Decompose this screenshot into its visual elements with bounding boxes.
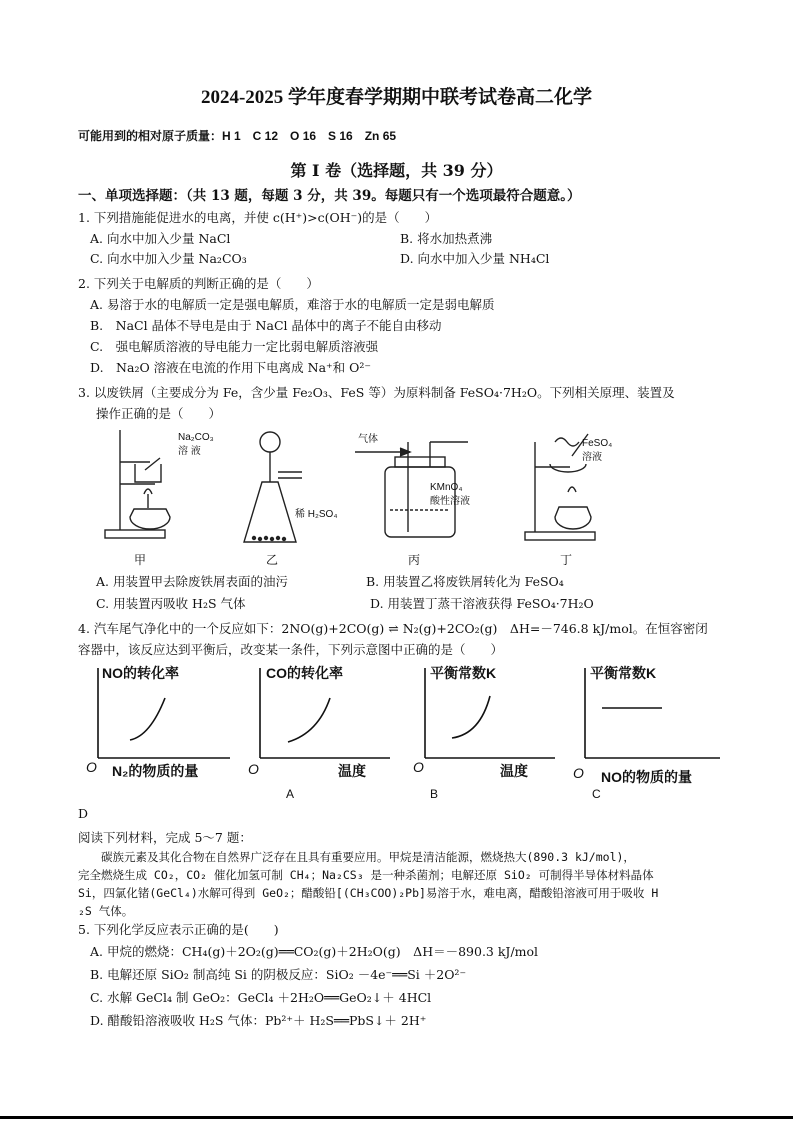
reading-line-3: Si，四氯化锗(GeCl₄)水解可得到 GeO₂；醋酸铅[(CH₃COO)₂Pb]易溶于水，难电离，醋酸铅溶液可用于吸收 H: [78, 886, 659, 900]
bing-reagent-1: KMnO₄: [430, 482, 463, 493]
graph-2-ylabel: CO的转化率: [266, 665, 343, 681]
graph-3-origin: O: [413, 759, 424, 775]
question-5-option-c: C. 水解 GeCl₄ 制 GeO₂：GeCl₄ ＋2H₂O══GeO₂↓＋ 4HCl: [90, 990, 432, 1005]
graph-2-curve: [288, 698, 330, 742]
graph-1-letter: D: [78, 806, 89, 821]
question-3-option-b: B. 用装置乙将废铁屑转化为 FeSO₄: [366, 574, 564, 589]
reading-line-4: ₂S 气体。: [78, 904, 134, 918]
apparatus-yi: [244, 432, 302, 542]
question-1-stem: 1. 下列措施能促进水的电离，并使 c(H⁺)>c(OH⁻)的是（ ）: [78, 210, 438, 225]
section-title: 一、单项选择题：（共 13 题，每题 3 分，共 39。每题只有一个选项最符合题意。）: [78, 188, 581, 204]
graph-1-origin: O: [86, 759, 97, 775]
question-5-stem: 5. 下列化学反应表示正确的是( ): [78, 922, 279, 937]
graph-4-letter: C: [592, 787, 601, 801]
graph-2-letter: A: [286, 787, 295, 801]
question-1-option-d: D. 向水中加入少量 NH₄Cl: [400, 251, 550, 266]
question-1-option-c: C. 向水中加入少量 Na₂CO₃: [90, 251, 247, 266]
graph-3-ylabel: 平衡常数K: [430, 665, 497, 681]
graph-3-curve: [452, 696, 490, 738]
question-4-graphs: [80, 658, 730, 803]
question-5-option-a: A. 甲烷的燃烧：CH₄(g)＋2O₂(g)══CO₂(g)＋2H₂O(g) ΔH＝－890.3 kJ/mol: [90, 944, 539, 959]
graph-4-axes: [585, 668, 720, 758]
yi-reagent: 稀 H₂SO₄: [295, 509, 338, 520]
question-2-option-b: B. NaCl 晶体不导电是由于 NaCl 晶体中的离子不能自由移动: [90, 318, 442, 333]
jia-reagent-2: 溶 液: [178, 446, 201, 457]
question-2-option-a: A. 易溶于水的电解质一定是强电解质，难溶于水的电解质一定是弱电解质: [90, 297, 495, 312]
question-1-option-a: A. 向水中加入少量 NaCl: [90, 231, 231, 246]
question-2-stem: 2. 下列关于电解质的判断正确的是（ ）: [78, 276, 319, 291]
apparatus-ding: [525, 434, 595, 540]
question-3-stem-line2: 操作正确的是（ ）: [96, 406, 222, 421]
question-4-stem-line1: 4. 汽车尾气净化中的一个反应如下：2NO(g)+2CO(g) ⇌ N₂(g)+2CO₂(g) ΔH=－746.8 kJ/mol。在恒容密闭: [78, 621, 708, 636]
graph-4-origin: O: [573, 765, 584, 781]
question-1-option-b: B. 将水加热煮沸: [400, 231, 493, 246]
graph-3-xlabel: 温度: [500, 763, 528, 779]
atomic-masses: 可能用到的相对原子质量：H 1 C 12 O 16 S 16 Zn 65: [78, 129, 397, 143]
label-jia: 甲: [134, 553, 147, 567]
bing-gas: 气体: [358, 434, 378, 445]
bing-reagent-2: 酸性溶液: [430, 496, 470, 507]
question-5-option-b: B. 电解还原 SiO₂ 制高纯 Si 的阴极反应：SiO₂ －4e⁻══Si ＋2O²⁻: [90, 967, 467, 982]
label-yi: 乙: [266, 553, 279, 567]
part-title: 第 I 卷（选择题，共 39 分）: [290, 161, 503, 180]
graph-1-xlabel: N₂的物质的量: [112, 763, 199, 779]
question-5-option-d: D. 醋酸铅溶液吸收 H₂S 气体：Pb²⁺＋ H₂S══PbS↓＋ 2H⁺: [90, 1013, 427, 1028]
graph-4-ylabel: 平衡常数K: [590, 665, 657, 681]
graph-2-origin: O: [248, 761, 259, 777]
reading-line-2: 完全燃烧生成 CO₂，CO₂ 催化加氢可制 CH₄；Na₂CS₃ 是一种杀菌剂；电解还原 SiO₂ 可制得半导体材料晶体: [78, 868, 654, 882]
graph-3-axes: [425, 668, 555, 758]
reading-intro: 阅读下列材料，完成 5～7 题：: [78, 830, 252, 845]
question-4-stem-line2: 容器中，该反应达到平衡后，改变某一条件，下列示意图中正确的是（ ）: [78, 642, 504, 657]
ding-reagent-2: 溶液: [582, 452, 602, 463]
graph-4-xlabel: NO的物质的量: [601, 769, 692, 785]
graph-1-ylabel: NO的转化率: [102, 665, 179, 681]
label-ding: 丁: [560, 553, 573, 567]
question-2-option-d: D. Na₂O 溶液在电流的作用下电离成 Na⁺和 O²⁻: [90, 360, 371, 375]
reading-line-1: 碳族元素及其化合物在自然界广泛存在且具有重要应用。甲烷是清洁能源，燃烧热大(890.3 kJ/mol)，: [78, 850, 635, 864]
ding-reagent-1: FeSO₄: [582, 438, 613, 449]
question-3-option-c: C. 用装置丙吸收 H₂S 气体: [96, 596, 246, 611]
question-3-stem-line1: 3. 以废铁屑（主要成分为 Fe，含少量 Fe₂O₃、FeS 等）为原料制备 FeSO₄·7H₂O。下列相关原理、装置及: [78, 385, 675, 400]
jia-reagent-1: Na₂CO₃: [178, 432, 214, 443]
graph-3-letter: B: [430, 787, 439, 801]
label-bing: 丙: [408, 553, 421, 567]
apparatus-jia: [105, 430, 170, 538]
question-3-option-d: D. 用装置丁蒸干溶液获得 FeSO₄·7H₂O: [370, 596, 594, 611]
graph-2-axes: [260, 668, 390, 758]
question-3-apparatus: [90, 422, 710, 572]
question-2-option-c: C. 强电解质溶液的导电能力一定比弱电解质溶液强: [90, 339, 379, 354]
graph-1-axes: [98, 668, 230, 758]
page-title: 2024-2025 学年度春学期期中联考试卷高二化学: [200, 87, 593, 108]
question-3-option-a: A. 用装置甲去除废铁屑表面的油污: [96, 574, 288, 589]
graph-2-xlabel: 温度: [338, 763, 366, 779]
bottom-border: [0, 1116, 793, 1119]
graph-1-curve: [130, 698, 165, 740]
